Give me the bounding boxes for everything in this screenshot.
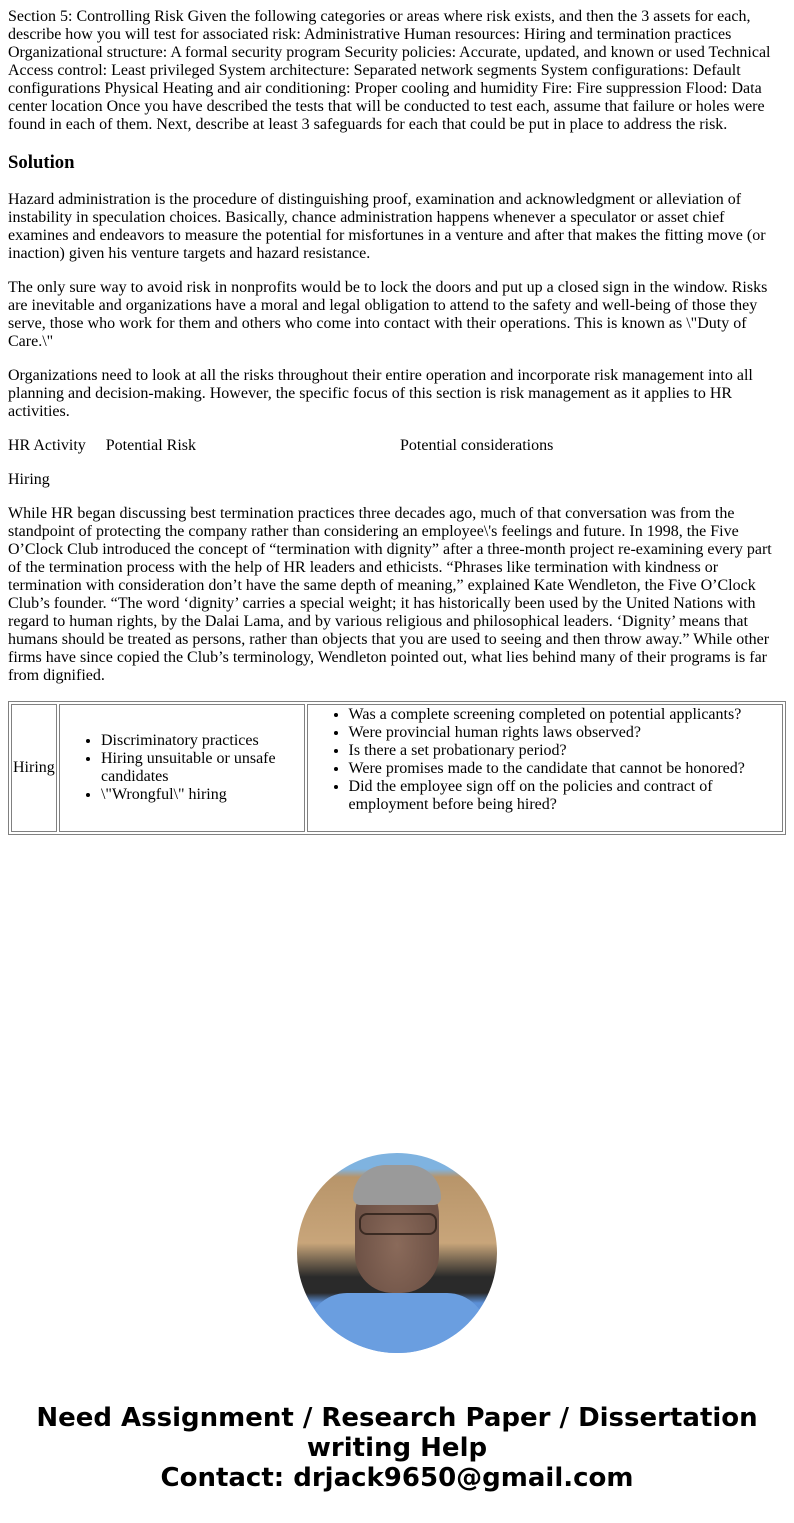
avatar-hair <box>353 1165 441 1205</box>
list-item: • Hiring unsuitable or unsafe candidates <box>101 750 303 786</box>
hr-risk-table <box>8 701 786 835</box>
list-item: • Is there a set probationary period? <box>349 742 781 760</box>
list-item: • Discriminatory practices <box>101 732 303 750</box>
list-item: • Was a complete screening completed on potential applicants? <box>349 706 781 724</box>
termination-paragraph: While HR began discussing best termination practices three decades ago, much of that conversation was from the standpoint of protecting the company rather than considering an employee\'s feelings and future. In 1998, the Five O’Clock Club introduced the concept of “termination with dignity” after a three-month project re-examining every part of the termination process with the help of HR leaders and ethicists. “Phrases like termination with kindness or termination with consideration don’t have the same depth of meaning,” explained Kate Wendleton, the Five O’Clock Club’s founder. “The word ‘dignity’ carries a special weight; it has historically been used by the United Nations with regard to human rights, by the Dalai Lama, and by various religious and philosophical leaders. ‘Dignity’ means that humans should be treated as persons, rather than objects that you are used to seeing and then throw away.” While other firms have since copied the Club’s terminology, Wendleton pointed out, what lies behind many of their programs is far from dignified. <box>8 505 772 684</box>
list-item: • \"Wrongful\" hiring <box>101 786 303 804</box>
risks-cell <box>59 704 305 832</box>
promo-line: writing Help <box>306 1433 488 1463</box>
avatar-shirt <box>307 1293 487 1353</box>
promo-banner <box>0 1403 794 1493</box>
avatar-glasses <box>359 1213 437 1235</box>
promo-contact: Contact: drjack9650@gmail.com <box>160 1463 634 1493</box>
activity-cell: Hiring <box>11 704 57 832</box>
solution-paragraph: Organizations need to look at all the risks throughout their entire operation and incorporate risk management into all planning and decision-making. However, the specific focus of this section is risk management as it applies to HR activities. <box>8 367 753 420</box>
question-text: Section 5: Controlling Risk Given the following categories or areas where risk exists, and then the 3 assets for each, describe how you will test for associated risk: Administrative Human resources: Hiring and termination practices Organizational structure: A formal security program Security policies: Accurate, updated, and known or used Technical Access control: Least privileged System architecture: Separated network segments System configurations: Default configurations Physical Heating and air conditioning: Proper cooling and humidity Fire: Fire suppression Flood: Data center location Once you have described the tests that will be conducted to test each, assume that failure or holes were found in each of them. Next, describe at least 3 safeguards for each that could be put in place to address the risk. <box>8 8 771 133</box>
considerations-cell <box>307 704 783 832</box>
solution-paragraph: Hazard administration is the procedure of distinguishing proof, examination and acknowledgment or alleviation of instability in speculation choices. Basically, chance administration happens whenever a speculator or asset chief examines and endeavors to measure the potential for misfortunes in a venture and after that makes the fitting move (or inaction) given his venture targets and hazard resistance. <box>8 191 766 262</box>
author-avatar <box>297 1153 497 1353</box>
document-body <box>8 8 786 835</box>
activity-label: Hiring <box>8 471 50 488</box>
considerations-list <box>309 706 781 814</box>
promo-line: Need Assignment / Research Paper / Dissertation <box>36 1403 758 1433</box>
list-item: • Were promises made to the candidate that cannot be honored? <box>349 760 781 778</box>
solution-heading: Solution <box>8 152 75 173</box>
risks-list <box>61 732 303 804</box>
solution-paragraph: The only sure way to avoid risk in nonprofits would be to lock the doors and put up a closed sign in the window. Risks are inevitable and organizations have a moral and legal obligation to attend to the safety and well-being of those they serve, those who work for them and others who come into contact with their operations. This is known as \"Duty of Care.\" <box>8 279 768 350</box>
list-item: • Were provincial human rights laws observed? <box>349 724 781 742</box>
list-item: • Did the employee sign off on the policies and contract of employment before being hired? <box>349 778 781 814</box>
table-row <box>11 704 783 832</box>
table-header-line: HR Activity Potential Risk Potential considerations <box>8 437 554 454</box>
